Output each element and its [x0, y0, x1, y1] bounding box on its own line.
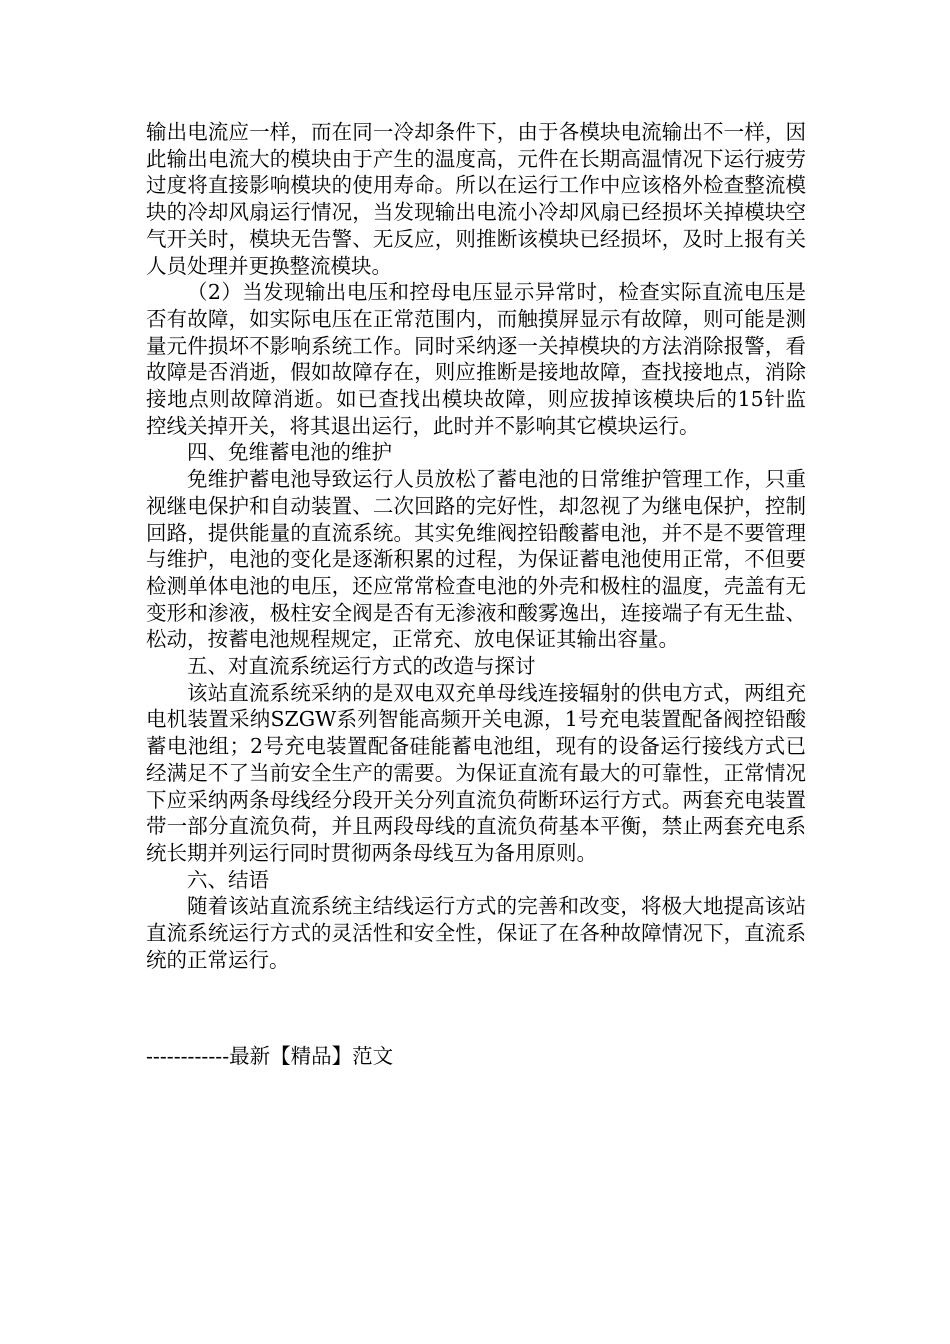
document-body — [146, 119, 806, 974]
section-heading-conclusion: 六、结语 — [187, 867, 269, 892]
paragraph-module-cooling: 输出电流应一样，而在同一冷却条件下，由于各模块电流输出不一样，因此输出电流大的模块由于产生的温度高，元件在长期高温情况下运行疲劳过度将直接影响模块的使用寿命。所以在运行工作中应该格外检查整流模块的冷却风扇运行情况，当发现输出电流小冷却风扇已经损坏关掉模块空气开关时，模块无告警、无反应，则推断该模块已经损坏，及时上报有关人员处理并更换整流模块。 — [146, 120, 806, 278]
paragraph-voltage-fault: （2）当发现输出电压和控母电压显示异常时，检查实际直流电压是否有故障，如实际电压在正常范围内，而触摸屏显示有故障，则可能是测量元件损坏不影响系统工作。同时采纳逐一关掉模块的方法消除报警，看故障是否消逝，假如故障存在，则应推断是接地故障，查找接地点，消除接地点则故障消逝。如已查找出模块故障，则应拔掉该模块后的15针监控线关掉开关，将其退出运行，此时并不影响其它模块运行。 — [146, 280, 806, 438]
section-heading-dc-system-improvement: 五、对直流系统运行方式的改造与探讨 — [187, 654, 536, 679]
section-heading-battery-maintenance: 四、免维蓄电池的维护 — [187, 440, 392, 465]
page-footer: ------------最新【精品】范文 — [146, 1044, 394, 1068]
paragraph-battery-maintenance: 免维护蓄电池导致运行人员放松了蓄电池的日常维护管理工作，只重视继电保护和自动装置、二次回路的完好性，却忽视了为继电保护，控制回路，提供能量的直流系统。其实免维阀控铅酸蓄电池，并不是不要管理与维护，电池的变化是逐渐积累的过程，为保证蓄电池使用正常，不但要检测单体电池的电压，还应常常检查电池的外壳和极柱的温度，壳盖有无变形和渗液，极柱安全阀是否有无渗液和酸雾逸出，连接端子有无生盐、松动，按蓄电池规程规定，正常充、放电保证其输出容量。 — [146, 467, 806, 652]
paragraph-dc-system-improvement: 该站直流系统采纳的是双电双充单母线连接辐射的供电方式，两组充电机装置采纳SZGW系列智能高频开关电源，1号充电装置配备阀控铅酸蓄电池组；2号充电装置配备硅能蓄电池组，现有的设备运行接线方式已经满足不了当前安全生产的需要。为保证直流有最大的可靠性，正常情况下应采纳两条母线经分段开关分列直流负荷断环运行方式。两套充电装置带一部分直流负荷，并且两段母线的直流负荷基本平衡，禁止两套充电系统长期并列运行同时贯彻两条母线互为备用原则。 — [146, 680, 806, 865]
paragraph-conclusion: 随着该站直流系统主结线运行方式的完善和改变，将极大地提高该站直流系统运行方式的灵活性和安全性，保证了在各种故障情况下，直流系统的正常运行。 — [146, 894, 806, 972]
